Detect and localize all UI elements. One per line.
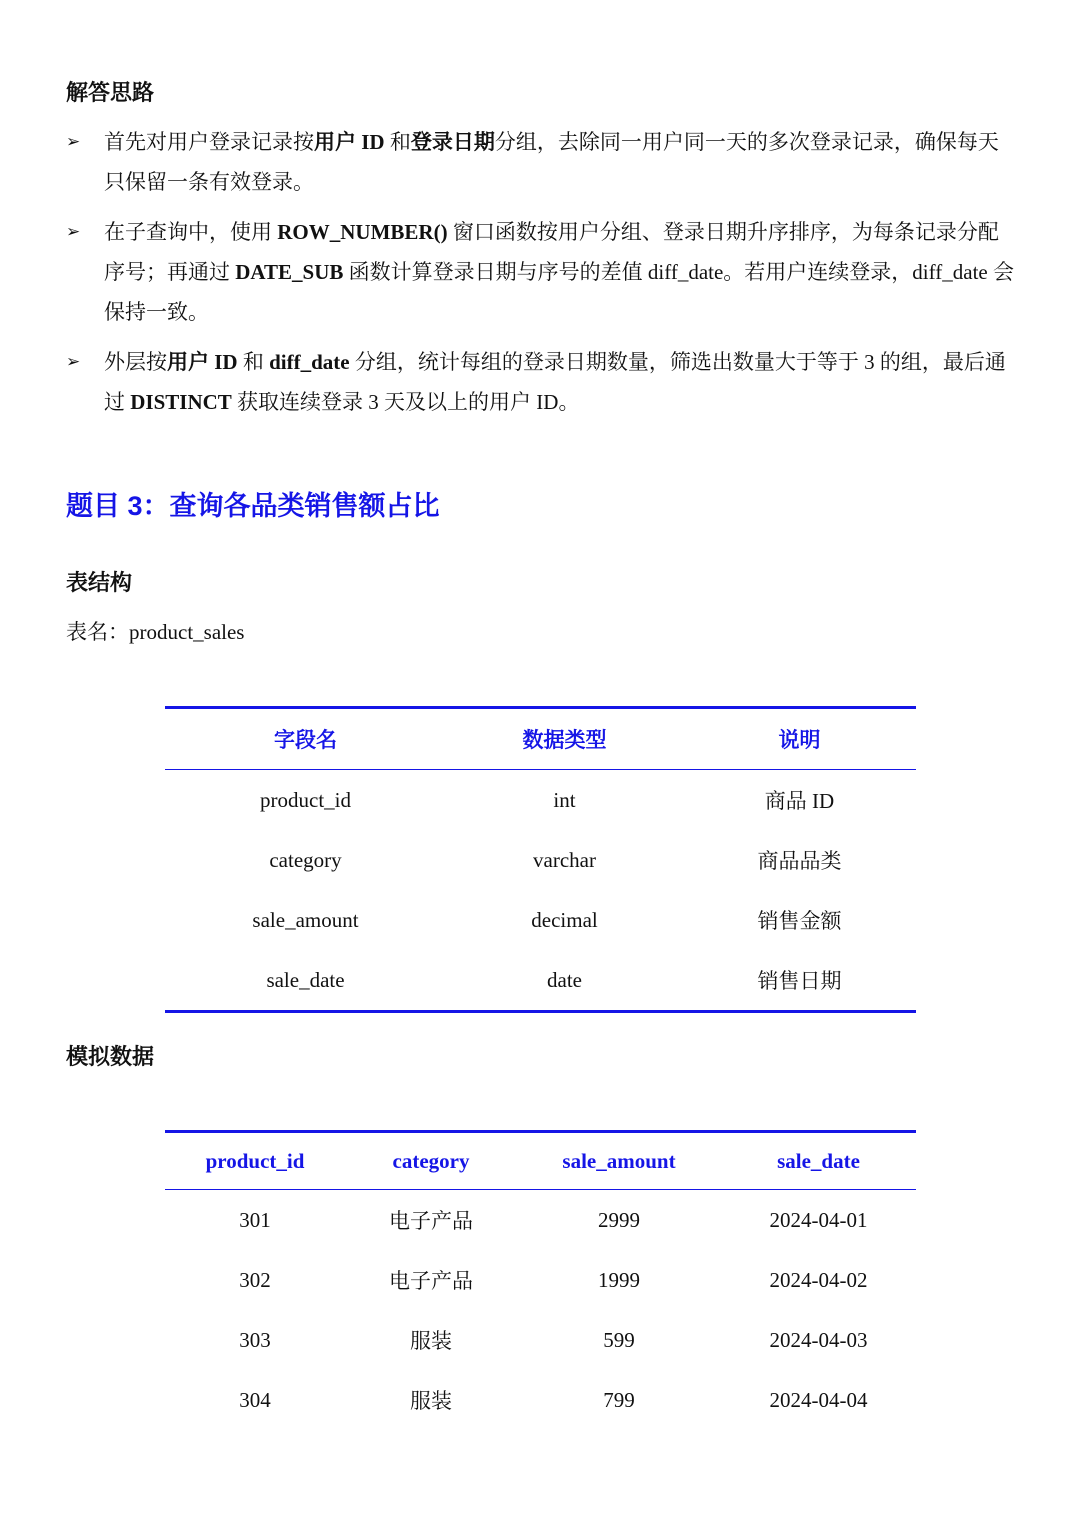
bullet-arrow-icon: ➢ <box>66 352 81 372</box>
bullet-arrow-icon: ➢ <box>66 222 81 242</box>
bullet-bold-term: ROW_NUMBER() <box>277 220 448 244</box>
mock-header-cell: product_id <box>165 1132 345 1190</box>
bullet-text: 函数计算登录日期与序号的差值 diff_date。若用户连续登录，diff_date 会保持一致。 <box>104 260 1014 324</box>
table-row <box>165 1190 916 1251</box>
table-cell: 304 <box>239 1387 271 1412</box>
mock-header-cell: category <box>345 1132 517 1190</box>
bullet-bold-term: DISTINCT <box>130 390 232 414</box>
table-cell: 599 <box>603 1327 635 1352</box>
table-cell: 电子产品 <box>389 1269 473 1293</box>
structure-header-cell: 字段名 <box>165 708 446 770</box>
mock-data-table <box>165 1130 916 1430</box>
bullet-text: 和 <box>237 350 270 374</box>
solution-bullet <box>66 342 1016 422</box>
table-name-line: 表名：product_sales <box>66 620 245 644</box>
solution-bullet-list <box>66 122 1016 432</box>
table-row <box>165 830 916 890</box>
bullet-text: 外层按 <box>104 350 167 374</box>
table-cell: sale_amount <box>252 907 359 932</box>
bullet-bold-term: 登录日期 <box>410 130 495 154</box>
mock-header-cell: sale_date <box>721 1132 916 1190</box>
table-cell: varchar <box>533 847 596 872</box>
section-heading-structure: 表结构 <box>66 570 133 595</box>
table-cell: 服装 <box>410 1329 452 1353</box>
table-cell: 电子产品 <box>389 1209 473 1233</box>
bullet-bold-term: 用户 ID <box>167 350 238 374</box>
table-row <box>165 890 916 950</box>
table-row <box>165 950 916 1012</box>
bullet-bold-term: DATE_SUB <box>235 260 344 284</box>
solution-bullet <box>66 212 1016 332</box>
table-cell: 销售金额 <box>757 909 842 933</box>
table-row <box>165 1310 916 1370</box>
structure-header-row <box>165 708 916 770</box>
bullet-text: 获取连续登录 3 天及以上的用户 ID。 <box>231 390 580 414</box>
bullet-bold-term: 用户 ID <box>314 130 385 154</box>
bullet-text: 分组，统计每组的登录日期数量，筛选出数量大于等于 3 的组，最后通过 <box>104 350 1006 414</box>
table-cell: 303 <box>239 1327 271 1352</box>
table-cell: decimal <box>531 907 598 932</box>
bullet-text: 分组，去除同一用户同一天的多次登录记录，确保每天只保留一条有效登录。 <box>104 130 999 194</box>
bullet-text: 窗口函数按用户分组、登录日期升序排序，为每条记录分配序号；再通过 <box>104 220 999 284</box>
table-cell: category <box>269 847 342 872</box>
table-cell: 2024-04-04 <box>769 1387 868 1412</box>
table-row <box>165 770 916 831</box>
section-heading-mock-data: 模拟数据 <box>66 1044 155 1069</box>
bullet-bold-term: diff_date <box>269 350 350 374</box>
table-cell: sale_date <box>266 967 345 992</box>
table-row <box>165 1250 916 1310</box>
structure-header-cell: 说明 <box>683 708 916 770</box>
table-cell: 1999 <box>598 1267 640 1292</box>
section-heading-solution: 解答思路 <box>66 80 155 105</box>
bullet-arrow-icon: ➢ <box>66 132 81 152</box>
table-cell: 2024-04-03 <box>769 1327 868 1352</box>
structure-header-cell: 数据类型 <box>446 708 683 770</box>
table-cell: 商品品类 <box>757 849 842 873</box>
structure-table <box>165 706 916 1013</box>
table-cell: 799 <box>603 1387 635 1412</box>
table-cell: 301 <box>239 1207 271 1232</box>
table-cell: 2024-04-02 <box>769 1267 868 1292</box>
table-cell: date <box>547 967 582 992</box>
solution-bullet <box>66 122 1016 202</box>
table-cell: 销售日期 <box>757 969 842 993</box>
bullet-text: 首先对用户登录记录按 <box>104 130 314 154</box>
table-cell: 2024-04-01 <box>769 1207 868 1232</box>
table-cell: 2999 <box>598 1207 640 1232</box>
table-row <box>165 1370 916 1430</box>
bullet-text: 和 <box>384 130 411 154</box>
table-cell: product_id <box>260 787 351 812</box>
question-title: 题目 3：查询各品类销售额占比 <box>66 491 440 521</box>
table-cell: 商品 ID <box>764 789 835 813</box>
table-cell: 服装 <box>410 1389 452 1413</box>
mock-header-cell: sale_amount <box>517 1132 721 1190</box>
table-cell: int <box>553 787 576 812</box>
mock-header-row <box>165 1132 916 1190</box>
bullet-text: 在子查询中，使用 <box>104 220 278 244</box>
table-cell: 302 <box>239 1267 271 1292</box>
